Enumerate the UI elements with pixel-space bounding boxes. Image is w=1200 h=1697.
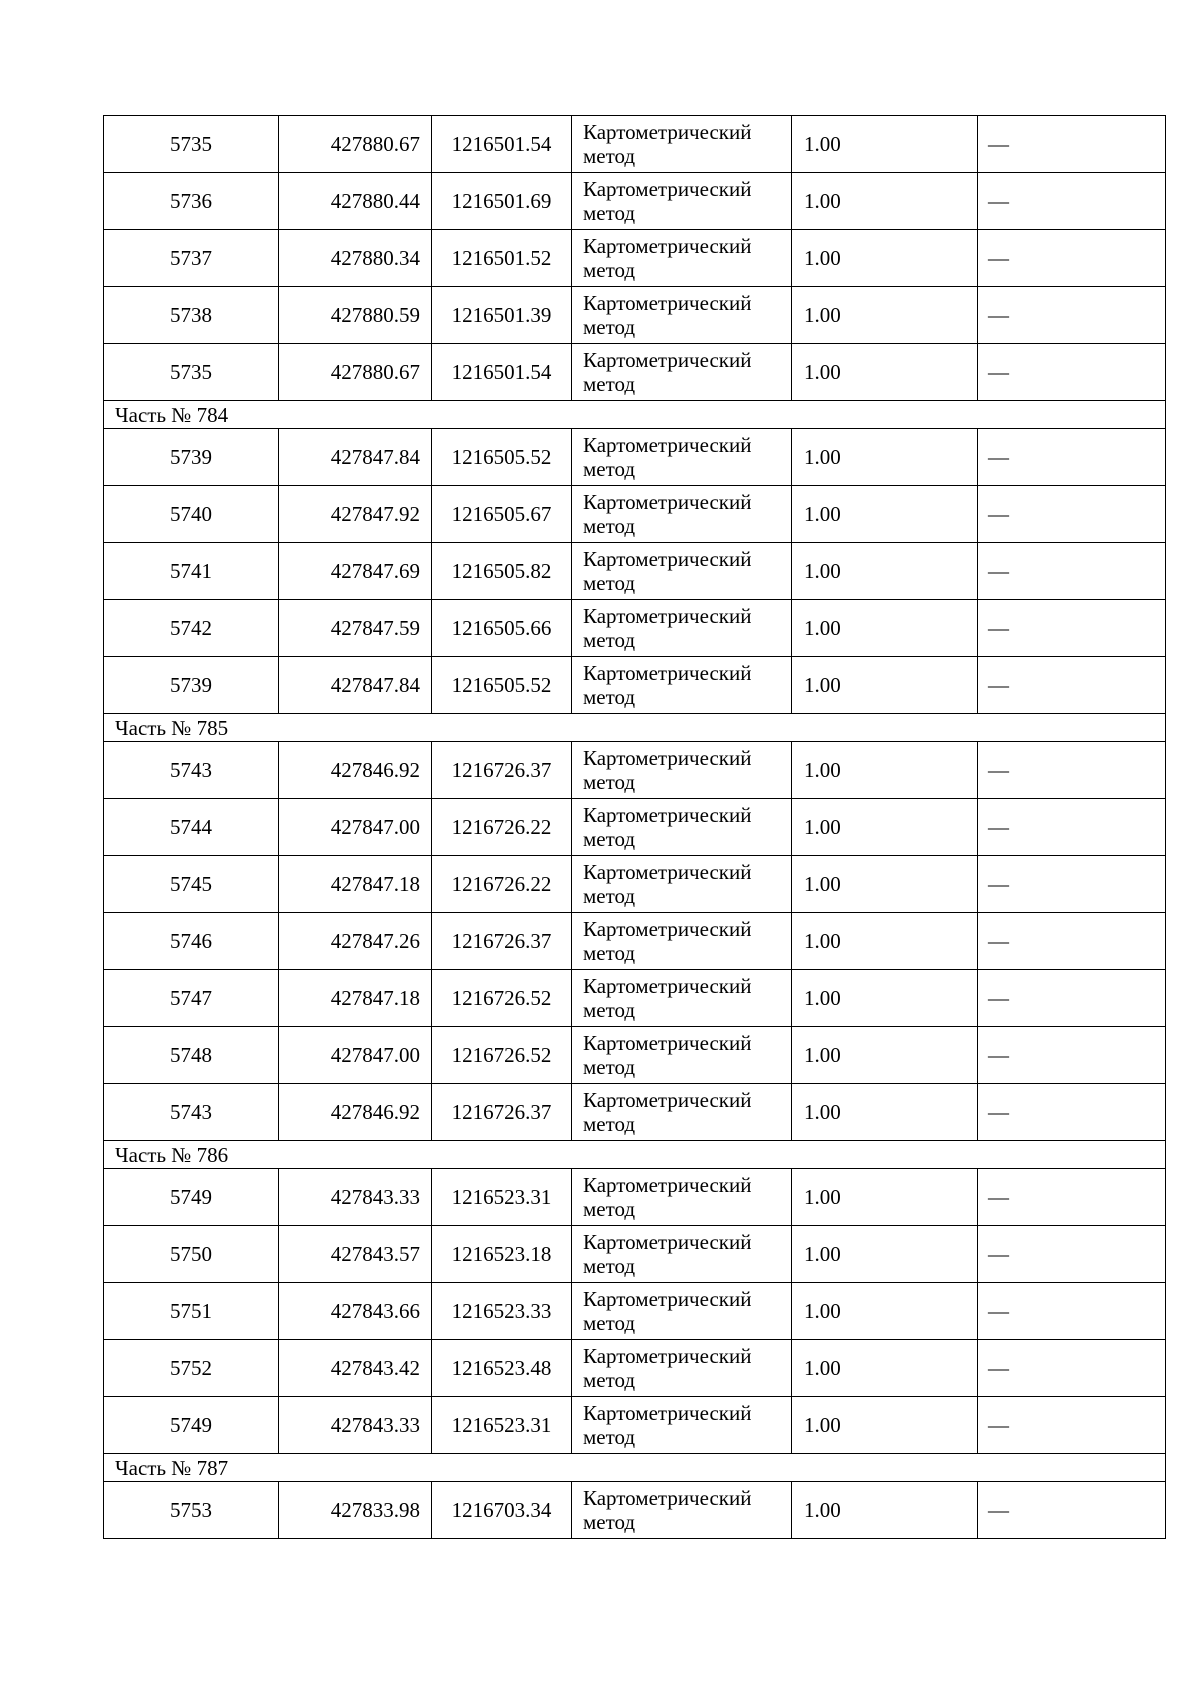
y-coordinate-cell: 1216523.31 [432,1397,572,1454]
table-row [104,856,1166,913]
x-coordinate-cell: 427847.18 [279,856,432,913]
y-coordinate-cell: 1216501.69 [432,173,572,230]
y-coordinate-cell: 1216501.54 [432,116,572,173]
method-cell: Картометрический метод [572,486,792,543]
point-number-cell: 5738 [104,287,279,344]
method-cell: Картометрический метод [572,429,792,486]
precision-cell: 1.00 [792,344,978,401]
precision-cell: 1.00 [792,486,978,543]
table-row [104,1397,1166,1454]
table-row [104,1169,1166,1226]
precision-cell: 1.00 [792,799,978,856]
table-row [104,1226,1166,1283]
y-coordinate-cell: 1216501.54 [432,344,572,401]
y-coordinate-cell: 1216703.34 [432,1482,572,1539]
precision-cell: 1.00 [792,429,978,486]
y-coordinate-cell: 1216501.39 [432,287,572,344]
method-cell: Картометрический метод [572,1226,792,1283]
note-cell: — [978,429,1166,486]
note-cell: — [978,799,1166,856]
y-coordinate-cell: 1216523.48 [432,1340,572,1397]
table-row [104,657,1166,714]
method-cell: Картометрический метод [572,657,792,714]
table-row [104,742,1166,799]
table-row [104,913,1166,970]
x-coordinate-cell: 427847.00 [279,1027,432,1084]
note-cell: — [978,287,1166,344]
x-coordinate-cell: 427847.69 [279,543,432,600]
y-coordinate-cell: 1216726.52 [432,970,572,1027]
precision-cell: 1.00 [792,913,978,970]
note-cell: — [978,970,1166,1027]
x-coordinate-cell: 427843.42 [279,1340,432,1397]
x-coordinate-cell: 427880.34 [279,230,432,287]
x-coordinate-cell: 427843.33 [279,1169,432,1226]
note-cell: — [978,543,1166,600]
note-cell: — [978,1084,1166,1141]
point-number-cell: 5743 [104,1084,279,1141]
method-cell: Картометрический метод [572,799,792,856]
point-number-cell: 5744 [104,799,279,856]
method-cell: Картометрический метод [572,742,792,799]
note-cell: — [978,344,1166,401]
coordinates-table [103,115,1166,1539]
x-coordinate-cell: 427880.44 [279,173,432,230]
point-number-cell: 5740 [104,486,279,543]
table-row [104,230,1166,287]
x-coordinate-cell: 427846.92 [279,742,432,799]
part-label: Часть № 786 [104,1141,1166,1169]
point-number-cell: 5735 [104,116,279,173]
precision-cell: 1.00 [792,116,978,173]
table-body [104,116,1166,1539]
table-row [104,600,1166,657]
method-cell: Картометрический метод [572,116,792,173]
note-cell: — [978,1027,1166,1084]
note-cell: — [978,486,1166,543]
precision-cell: 1.00 [792,287,978,344]
method-cell: Картометрический метод [572,970,792,1027]
method-cell: Картометрический метод [572,913,792,970]
y-coordinate-cell: 1216726.52 [432,1027,572,1084]
note-cell: — [978,173,1166,230]
x-coordinate-cell: 427880.67 [279,116,432,173]
x-coordinate-cell: 427847.84 [279,657,432,714]
note-cell: — [978,913,1166,970]
method-cell: Картометрический метод [572,1482,792,1539]
precision-cell: 1.00 [792,230,978,287]
precision-cell: 1.00 [792,543,978,600]
precision-cell: 1.00 [792,1169,978,1226]
note-cell: — [978,742,1166,799]
table-row [104,1283,1166,1340]
x-coordinate-cell: 427847.00 [279,799,432,856]
note-cell: — [978,1169,1166,1226]
method-cell: Картометрический метод [572,600,792,657]
x-coordinate-cell: 427847.18 [279,970,432,1027]
part-header-row [104,714,1166,742]
point-number-cell: 5742 [104,600,279,657]
point-number-cell: 5735 [104,344,279,401]
precision-cell: 1.00 [792,1226,978,1283]
table-row [104,429,1166,486]
precision-cell: 1.00 [792,856,978,913]
y-coordinate-cell: 1216505.52 [432,657,572,714]
table-row [104,486,1166,543]
part-label: Часть № 785 [104,714,1166,742]
table-row [104,1340,1166,1397]
precision-cell: 1.00 [792,173,978,230]
y-coordinate-cell: 1216505.52 [432,429,572,486]
table-row [104,1482,1166,1539]
precision-cell: 1.00 [792,1340,978,1397]
table-row [104,116,1166,173]
part-header-row [104,1454,1166,1482]
table-row [104,970,1166,1027]
note-cell: — [978,1226,1166,1283]
note-cell: — [978,657,1166,714]
part-label: Часть № 784 [104,401,1166,429]
x-coordinate-cell: 427880.67 [279,344,432,401]
point-number-cell: 5749 [104,1169,279,1226]
table-row [104,543,1166,600]
table-row [104,1084,1166,1141]
y-coordinate-cell: 1216523.18 [432,1226,572,1283]
point-number-cell: 5747 [104,970,279,1027]
note-cell: — [978,600,1166,657]
point-number-cell: 5743 [104,742,279,799]
point-number-cell: 5739 [104,657,279,714]
method-cell: Картометрический метод [572,1084,792,1141]
x-coordinate-cell: 427847.26 [279,913,432,970]
y-coordinate-cell: 1216726.37 [432,742,572,799]
point-number-cell: 5753 [104,1482,279,1539]
note-cell: — [978,1340,1166,1397]
method-cell: Картометрический метод [572,543,792,600]
point-number-cell: 5745 [104,856,279,913]
table-row [104,799,1166,856]
table-row [104,1027,1166,1084]
method-cell: Картометрический метод [572,1169,792,1226]
point-number-cell: 5749 [104,1397,279,1454]
point-number-cell: 5739 [104,429,279,486]
precision-cell: 1.00 [792,600,978,657]
precision-cell: 1.00 [792,970,978,1027]
precision-cell: 1.00 [792,742,978,799]
precision-cell: 1.00 [792,1283,978,1340]
part-label: Часть № 787 [104,1454,1166,1482]
part-header-row [104,1141,1166,1169]
x-coordinate-cell: 427847.59 [279,600,432,657]
precision-cell: 1.00 [792,1084,978,1141]
y-coordinate-cell: 1216505.66 [432,600,572,657]
x-coordinate-cell: 427880.59 [279,287,432,344]
x-coordinate-cell: 427843.57 [279,1226,432,1283]
point-number-cell: 5751 [104,1283,279,1340]
point-number-cell: 5736 [104,173,279,230]
y-coordinate-cell: 1216726.37 [432,1084,572,1141]
method-cell: Картометрический метод [572,287,792,344]
point-number-cell: 5737 [104,230,279,287]
note-cell: — [978,116,1166,173]
y-coordinate-cell: 1216501.52 [432,230,572,287]
precision-cell: 1.00 [792,1397,978,1454]
method-cell: Картометрический метод [572,1283,792,1340]
method-cell: Картометрический метод [572,173,792,230]
y-coordinate-cell: 1216505.67 [432,486,572,543]
y-coordinate-cell: 1216523.31 [432,1169,572,1226]
table-row [104,173,1166,230]
method-cell: Картометрический метод [572,1397,792,1454]
y-coordinate-cell: 1216726.37 [432,913,572,970]
x-coordinate-cell: 427847.84 [279,429,432,486]
x-coordinate-cell: 427833.98 [279,1482,432,1539]
part-header-row [104,401,1166,429]
point-number-cell: 5741 [104,543,279,600]
point-number-cell: 5750 [104,1226,279,1283]
precision-cell: 1.00 [792,1482,978,1539]
note-cell: — [978,1283,1166,1340]
table-row [104,287,1166,344]
note-cell: — [978,856,1166,913]
y-coordinate-cell: 1216726.22 [432,799,572,856]
method-cell: Картометрический метод [572,344,792,401]
x-coordinate-cell: 427846.92 [279,1084,432,1141]
y-coordinate-cell: 1216523.33 [432,1283,572,1340]
method-cell: Картометрический метод [572,1027,792,1084]
note-cell: — [978,1482,1166,1539]
method-cell: Картометрический метод [572,1340,792,1397]
precision-cell: 1.00 [792,1027,978,1084]
method-cell: Картометрический метод [572,856,792,913]
note-cell: — [978,230,1166,287]
y-coordinate-cell: 1216726.22 [432,856,572,913]
y-coordinate-cell: 1216505.82 [432,543,572,600]
precision-cell: 1.00 [792,657,978,714]
table-row [104,344,1166,401]
x-coordinate-cell: 427843.66 [279,1283,432,1340]
point-number-cell: 5752 [104,1340,279,1397]
point-number-cell: 5748 [104,1027,279,1084]
method-cell: Картометрический метод [572,230,792,287]
x-coordinate-cell: 427843.33 [279,1397,432,1454]
note-cell: — [978,1397,1166,1454]
point-number-cell: 5746 [104,913,279,970]
x-coordinate-cell: 427847.92 [279,486,432,543]
